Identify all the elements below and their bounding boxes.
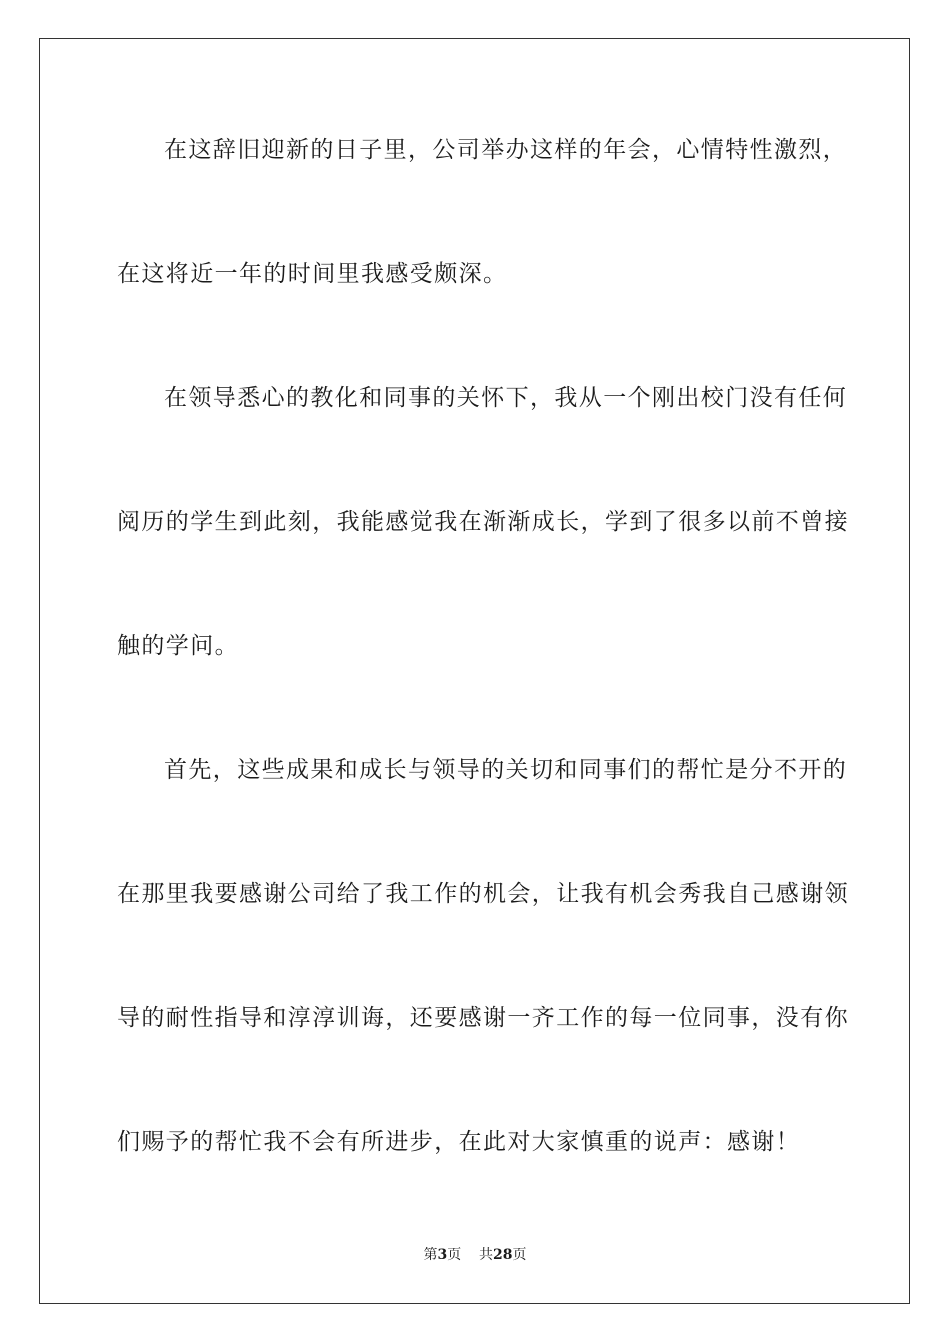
page-footer xyxy=(0,1246,950,1264)
paragraph-line: 触的学问。 xyxy=(117,633,239,659)
footer-total-pages: 28 xyxy=(493,1247,513,1263)
paragraph-line: 们赐予的帮忙我不会有所进步，在此对大家慎重的说声：感谢！ xyxy=(117,1129,801,1155)
paragraph-line: 在这辞旧迎新的日子里，公司举办这样的年会，心情特性激烈， xyxy=(164,137,848,163)
paragraph-line: 阅历的学生到此刻，我能感觉我在渐渐成长，学到了很多以前不曾接 xyxy=(117,509,849,535)
page-border xyxy=(39,38,910,1304)
paragraph-line: 在这将近一年的时间里我感受颇深。 xyxy=(117,261,508,287)
paragraph-line: 导的耐性指导和淳淳训诲，还要感谢一齐工作的每一位同事，没有你 xyxy=(117,1005,849,1031)
footer-total-suffix: 页 xyxy=(512,1247,527,1263)
footer-page-prefix: 第 xyxy=(423,1247,438,1263)
footer-page-number: 3 xyxy=(437,1247,448,1263)
paragraph-line: 首先，这些成果和成长与领导的关切和同事们的帮忙是分不开的 xyxy=(164,757,848,783)
paragraph-line: 在领导悉心的教化和同事的关怀下，我从一个刚出校门没有任何 xyxy=(164,385,848,411)
footer-total-prefix: 共 xyxy=(479,1247,494,1263)
footer-page-suffix: 页 xyxy=(447,1247,462,1263)
paragraph-line: 在那里我要感谢公司给了我工作的机会，让我有机会秀我自己感谢领 xyxy=(117,881,849,907)
